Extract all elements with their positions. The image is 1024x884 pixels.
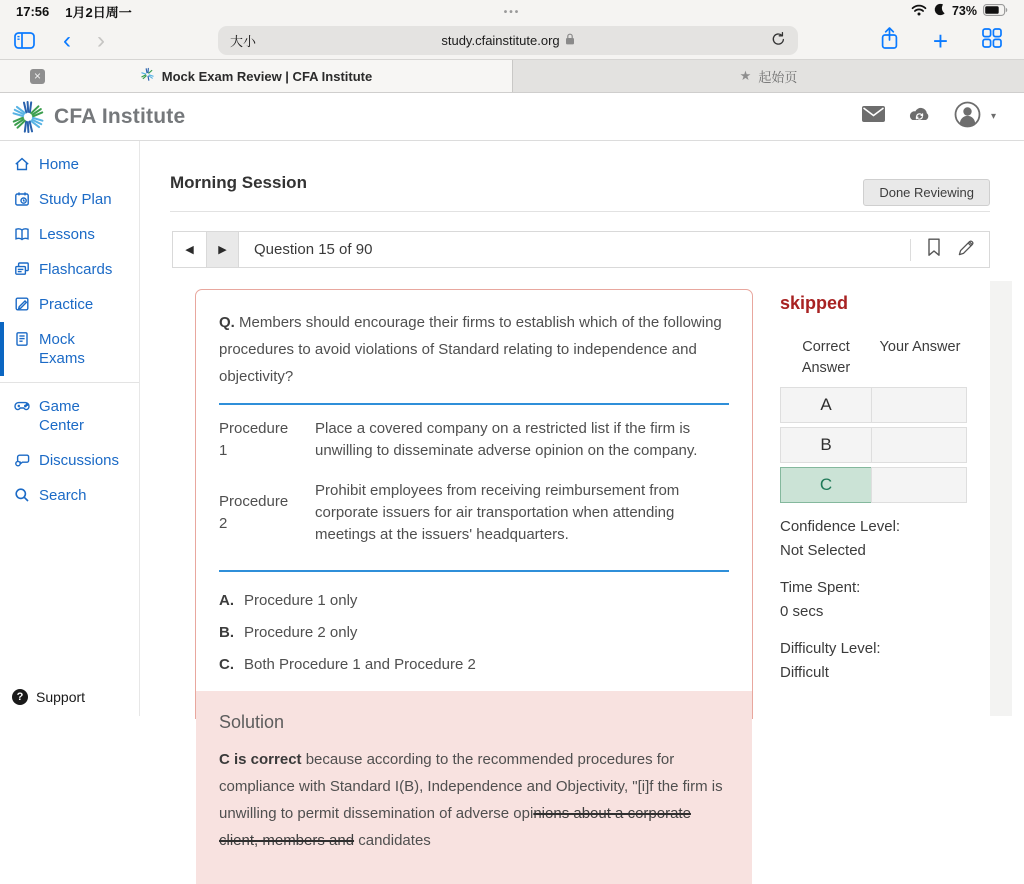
close-tab-icon[interactable]: × [30,69,45,84]
sidebar-item-flashcards[interactable] [0,252,139,287]
confidence-label: Confidence Level: [780,518,980,535]
review-panel [780,293,980,681]
search-icon [14,487,30,503]
option-letter: A. [219,589,234,613]
sidebar [0,141,140,716]
correct-answer-header: Correct Answer [780,337,872,379]
session-title: Morning Session [170,173,307,193]
procedure-table [219,405,729,557]
your-answer-cell [871,387,967,423]
solution-lead: C is correct [219,751,302,768]
option-letter: C. [219,653,234,677]
clock: 17:56 [16,4,49,19]
answer-row-c-correct [780,467,980,503]
question-card [195,289,753,719]
answer-column-headers [780,337,980,379]
new-tab-icon[interactable]: + [933,28,948,54]
date: 1月2日周一 [65,2,131,21]
solution-body: C is correct because according to the recommended procedures for compliance with Standard I(B), Independence and Objectivity, "[i]f the firm is unwilling to permit dissemination of adverse opinions about a corporate client, members and candidates [219,746,729,854]
sidebar-item-home[interactable] [0,147,139,182]
struck-text: nions about a corporate client, members and [219,805,691,849]
mail-icon[interactable] [862,106,885,127]
main-content [140,141,1024,716]
sidebar-item-practice[interactable] [0,287,139,322]
sidebar-item-label: Flashcards [39,260,112,279]
sidebar-item-lessons[interactable] [0,217,139,252]
forward-button[interactable]: › [97,29,105,53]
sidebar-item-label: Study Plan [39,190,112,209]
bookmark-icon[interactable] [927,238,941,262]
browser-chrome [0,0,1024,93]
option-text: Both Procedure 1 and Procedure 2 [244,653,476,677]
sidebar-item-label: Mock Exams [39,330,101,368]
mock-exams-icon [14,331,30,347]
page-edge-gutter [990,281,1012,716]
your-answer-header: Your Answer [872,337,968,379]
option-text: Procedure 1 only [244,589,357,613]
done-reviewing-button[interactable]: Done Reviewing [863,179,990,206]
option-letter: B. [219,621,234,645]
answer-letter-cell: C [780,467,872,503]
star-icon: ★ [740,68,752,84]
sidebar-item-label: Lessons [39,225,95,244]
question-prefix: Q. [219,314,235,331]
question-nav-bar [172,231,990,268]
answer-grid [780,387,980,503]
sidebar-item-study-plan[interactable] [0,182,139,217]
book-icon [14,226,30,242]
question-counter: Question 15 of 90 [254,241,372,258]
time-spent-value: 0 secs [780,603,980,620]
difficulty-label: Difficulty Level: [780,640,980,657]
more-dots-icon[interactable]: ••• [0,7,1024,18]
pencil-icon[interactable] [957,238,977,262]
answer-row-b [780,427,980,463]
answer-options [219,589,729,677]
sidebar-item-label: Practice [39,295,93,314]
answer-row-a [780,387,980,423]
sidebar-toggle-icon[interactable] [14,32,35,49]
option-b [219,621,729,645]
cfa-favicon [140,67,155,85]
tab-title: 起始页 [758,67,797,86]
lock-icon [565,33,575,48]
tab-title: Mock Exam Review | CFA Institute [162,69,373,84]
procedure-label: Procedure 2 [219,491,297,535]
tab-start-page[interactable] [512,60,1024,92]
support-icon: ? [12,689,28,705]
font-size-button[interactable]: 大小 [230,31,256,50]
table-row [219,471,729,555]
support-label: Support [36,689,85,705]
answer-letter-cell: B [780,427,872,463]
reload-icon[interactable] [771,31,786,50]
flashcards-icon [14,261,30,277]
cfa-logo[interactable] [10,99,185,135]
tab-strip [0,59,1024,93]
battery-percent: 73% [952,4,977,18]
share-icon[interactable] [880,27,899,55]
your-answer-cell [871,427,967,463]
sidebar-item-label: Game Center [39,397,101,435]
sidebar-divider [0,382,139,383]
sidebar-item-label: Search [39,486,87,505]
gamepad-icon [14,398,30,414]
time-spent-label: Time Spent: [780,579,980,596]
practice-icon [14,296,30,312]
sidebar-item-search[interactable] [0,478,139,513]
safari-toolbar [0,22,1024,59]
cloud-sync-icon[interactable] [907,106,932,128]
table-bottom-rule [219,570,729,572]
site-header [0,93,1024,141]
next-question-button[interactable]: ▶ [206,232,239,267]
confidence-value: Not Selected [780,542,980,559]
header-divider [170,211,990,212]
status-bar [0,0,1024,22]
solution-heading: Solution [219,712,729,733]
discussions-icon [14,452,30,468]
table-row [219,409,729,471]
tab-overview-icon[interactable] [982,28,1002,53]
solution-section [196,691,752,884]
account-avatar-icon[interactable] [954,101,981,133]
url-text: study.cfainstitute.org [441,33,559,48]
brand-name: CFA Institute [54,105,185,129]
address-bar[interactable] [218,26,798,55]
sidebar-item-label: Discussions [39,451,119,470]
back-button[interactable]: ‹ [63,29,71,53]
sidebar-item-discussions[interactable] [0,443,139,478]
sidebar-item-label: Home [39,155,79,174]
procedure-label: Procedure 1 [219,418,297,462]
option-c [219,653,729,677]
sidebar-item-mock-exams[interactable] [0,322,139,376]
nav-divider [910,239,911,261]
your-answer-cell [871,467,967,503]
account-caret-icon[interactable]: ▾ [991,111,996,122]
calendar-icon [14,191,30,207]
tab-mock-exam-review[interactable] [0,60,512,92]
procedure-text: Place a covered company on a restricted list if the firm is unwilling to disseminate adverse opinion on the company. [315,418,729,462]
sidebar-item-game-center[interactable] [0,389,139,443]
difficulty-value: Difficult [780,664,980,681]
option-a [219,589,729,613]
procedure-text: Prohibit employees from receiving reimbursement from corporate issuers for air transportation when attending meetings at the issuers' headquarters. [315,480,729,546]
status-badge: skipped [780,293,980,314]
home-icon [14,156,30,172]
option-text: Procedure 2 only [244,621,357,645]
app-body [0,141,1024,716]
answer-letter-cell: A [780,387,872,423]
support-button[interactable] [12,689,85,705]
question-text: Q. Members should encourage their firms to establish which of the following procedures to avoid violations of Standard relating to independence and objectivity? [219,309,729,390]
prev-question-button[interactable]: ◀ [173,232,206,267]
